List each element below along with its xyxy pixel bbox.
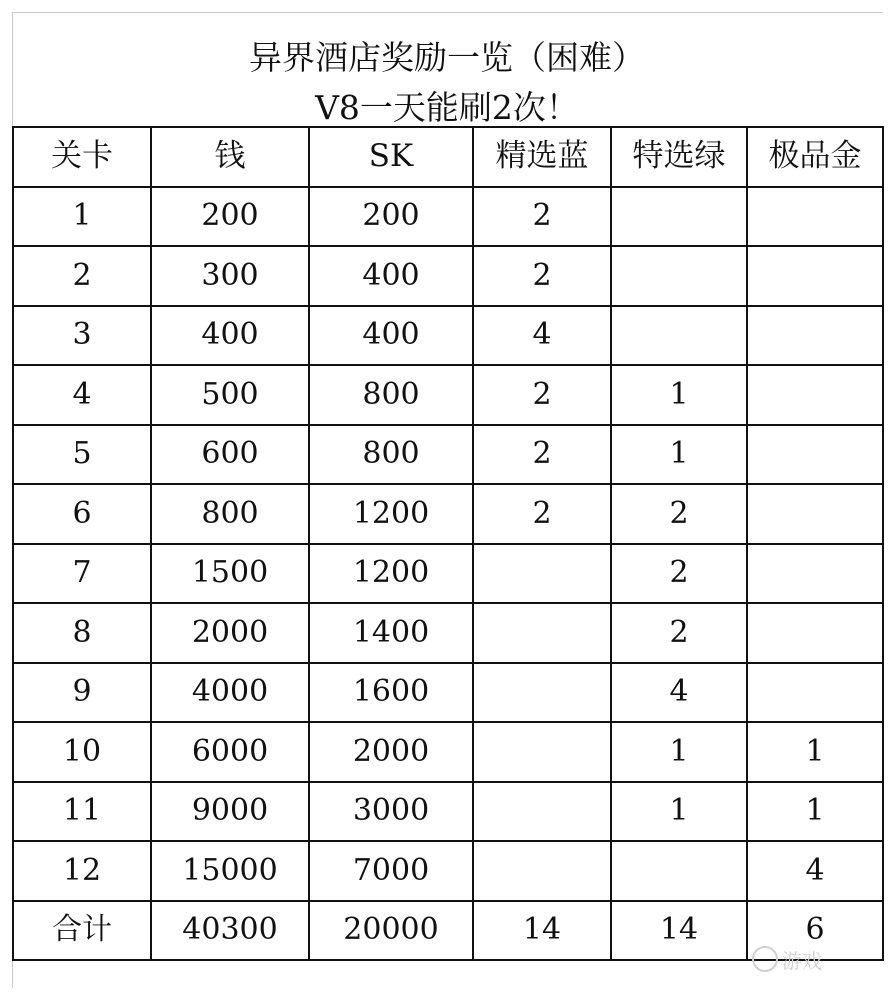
header-green: 特选绿 <box>611 127 747 187</box>
cell-gold <box>747 544 883 604</box>
cell-gold <box>747 306 883 366</box>
total-money: 40300 <box>151 901 309 961</box>
cell-stage: 4 <box>13 365 151 425</box>
cell-blue <box>473 544 611 604</box>
title-block <box>12 12 882 126</box>
cell-blue <box>473 841 611 901</box>
table-row <box>13 246 883 306</box>
cell-green: 2 <box>611 544 747 604</box>
cell-green <box>611 187 747 247</box>
cell-gold <box>747 365 883 425</box>
page-title: 异界酒店奖励一览（困难） <box>249 38 645 77</box>
cell-green <box>611 306 747 366</box>
cell-blue <box>473 603 611 663</box>
cell-green <box>611 246 747 306</box>
cell-gold <box>747 484 883 544</box>
cell-blue <box>473 663 611 723</box>
table-row <box>13 841 883 901</box>
cell-sk: 2000 <box>309 722 473 782</box>
cell-stage: 5 <box>13 425 151 485</box>
cell-stage: 2 <box>13 246 151 306</box>
page-subtitle: V8一天能刷2次！ <box>315 88 579 127</box>
cell-stage: 12 <box>13 841 151 901</box>
table-body <box>13 187 883 901</box>
table-row <box>13 663 883 723</box>
watermark-text: 游戏 <box>782 948 822 973</box>
cell-sk: 200 <box>309 187 473 247</box>
cell-sk: 400 <box>309 246 473 306</box>
cell-green: 1 <box>611 425 747 485</box>
cell-blue: 2 <box>473 425 611 485</box>
cell-green: 1 <box>611 722 747 782</box>
total-blue: 14 <box>473 901 611 961</box>
cell-sk: 1600 <box>309 663 473 723</box>
header-money: 钱 <box>151 127 309 187</box>
cell-sk: 1200 <box>309 544 473 604</box>
table-row <box>13 603 883 663</box>
cell-stage: 3 <box>13 306 151 366</box>
header-blue: 精选蓝 <box>473 127 611 187</box>
table-row <box>13 365 883 425</box>
total-gold: 6 <box>747 901 883 961</box>
cell-money: 4000 <box>151 663 309 723</box>
cell-green <box>611 841 747 901</box>
cell-blue: 2 <box>473 484 611 544</box>
cell-money: 15000 <box>151 841 309 901</box>
cell-stage: 9 <box>13 663 151 723</box>
cell-stage: 6 <box>13 484 151 544</box>
table-row <box>13 425 883 485</box>
cell-sk: 1200 <box>309 484 473 544</box>
table-row <box>13 722 883 782</box>
cell-sk: 400 <box>309 306 473 366</box>
cell-gold <box>747 187 883 247</box>
cell-money: 600 <box>151 425 309 485</box>
cell-blue <box>473 722 611 782</box>
cell-money: 2000 <box>151 603 309 663</box>
cell-green: 4 <box>611 663 747 723</box>
cell-stage: 10 <box>13 722 151 782</box>
cell-money: 300 <box>151 246 309 306</box>
cell-gold <box>747 663 883 723</box>
cell-gold <box>747 425 883 485</box>
cell-green: 2 <box>611 484 747 544</box>
cell-sk: 800 <box>309 365 473 425</box>
cell-green: 1 <box>611 365 747 425</box>
cell-money: 6000 <box>151 722 309 782</box>
cell-sk: 800 <box>309 425 473 485</box>
cell-blue: 2 <box>473 365 611 425</box>
rewards-table <box>12 126 884 961</box>
cell-stage: 7 <box>13 544 151 604</box>
cell-money: 500 <box>151 365 309 425</box>
table-header-row <box>13 127 883 187</box>
cell-green: 2 <box>611 603 747 663</box>
cell-money: 200 <box>151 187 309 247</box>
cell-money: 400 <box>151 306 309 366</box>
cell-stage: 1 <box>13 187 151 247</box>
table-row <box>13 544 883 604</box>
cell-sk: 1400 <box>309 603 473 663</box>
header-stage: 关卡 <box>13 127 151 187</box>
table-row <box>13 187 883 247</box>
total-label: 合计 <box>13 901 151 961</box>
cell-stage: 8 <box>13 603 151 663</box>
cell-gold: 1 <box>747 722 883 782</box>
cell-blue <box>473 782 611 842</box>
cell-money: 9000 <box>151 782 309 842</box>
total-sk: 20000 <box>309 901 473 961</box>
cell-blue: 2 <box>473 187 611 247</box>
table-row <box>13 782 883 842</box>
cell-money: 800 <box>151 484 309 544</box>
cell-blue: 2 <box>473 246 611 306</box>
table-row <box>13 484 883 544</box>
table-row <box>13 306 883 366</box>
cell-stage: 11 <box>13 782 151 842</box>
cell-sk: 7000 <box>309 841 473 901</box>
cell-gold: 1 <box>747 782 883 842</box>
cell-sk: 3000 <box>309 782 473 842</box>
cell-money: 1500 <box>151 544 309 604</box>
total-green: 14 <box>611 901 747 961</box>
cell-gold: 4 <box>747 841 883 901</box>
table-total-row <box>13 901 883 961</box>
header-gold: 极品金 <box>747 127 883 187</box>
cell-blue: 4 <box>473 306 611 366</box>
cell-gold <box>747 603 883 663</box>
header-sk: SK <box>309 127 473 187</box>
cell-gold <box>747 246 883 306</box>
cell-green: 1 <box>611 782 747 842</box>
